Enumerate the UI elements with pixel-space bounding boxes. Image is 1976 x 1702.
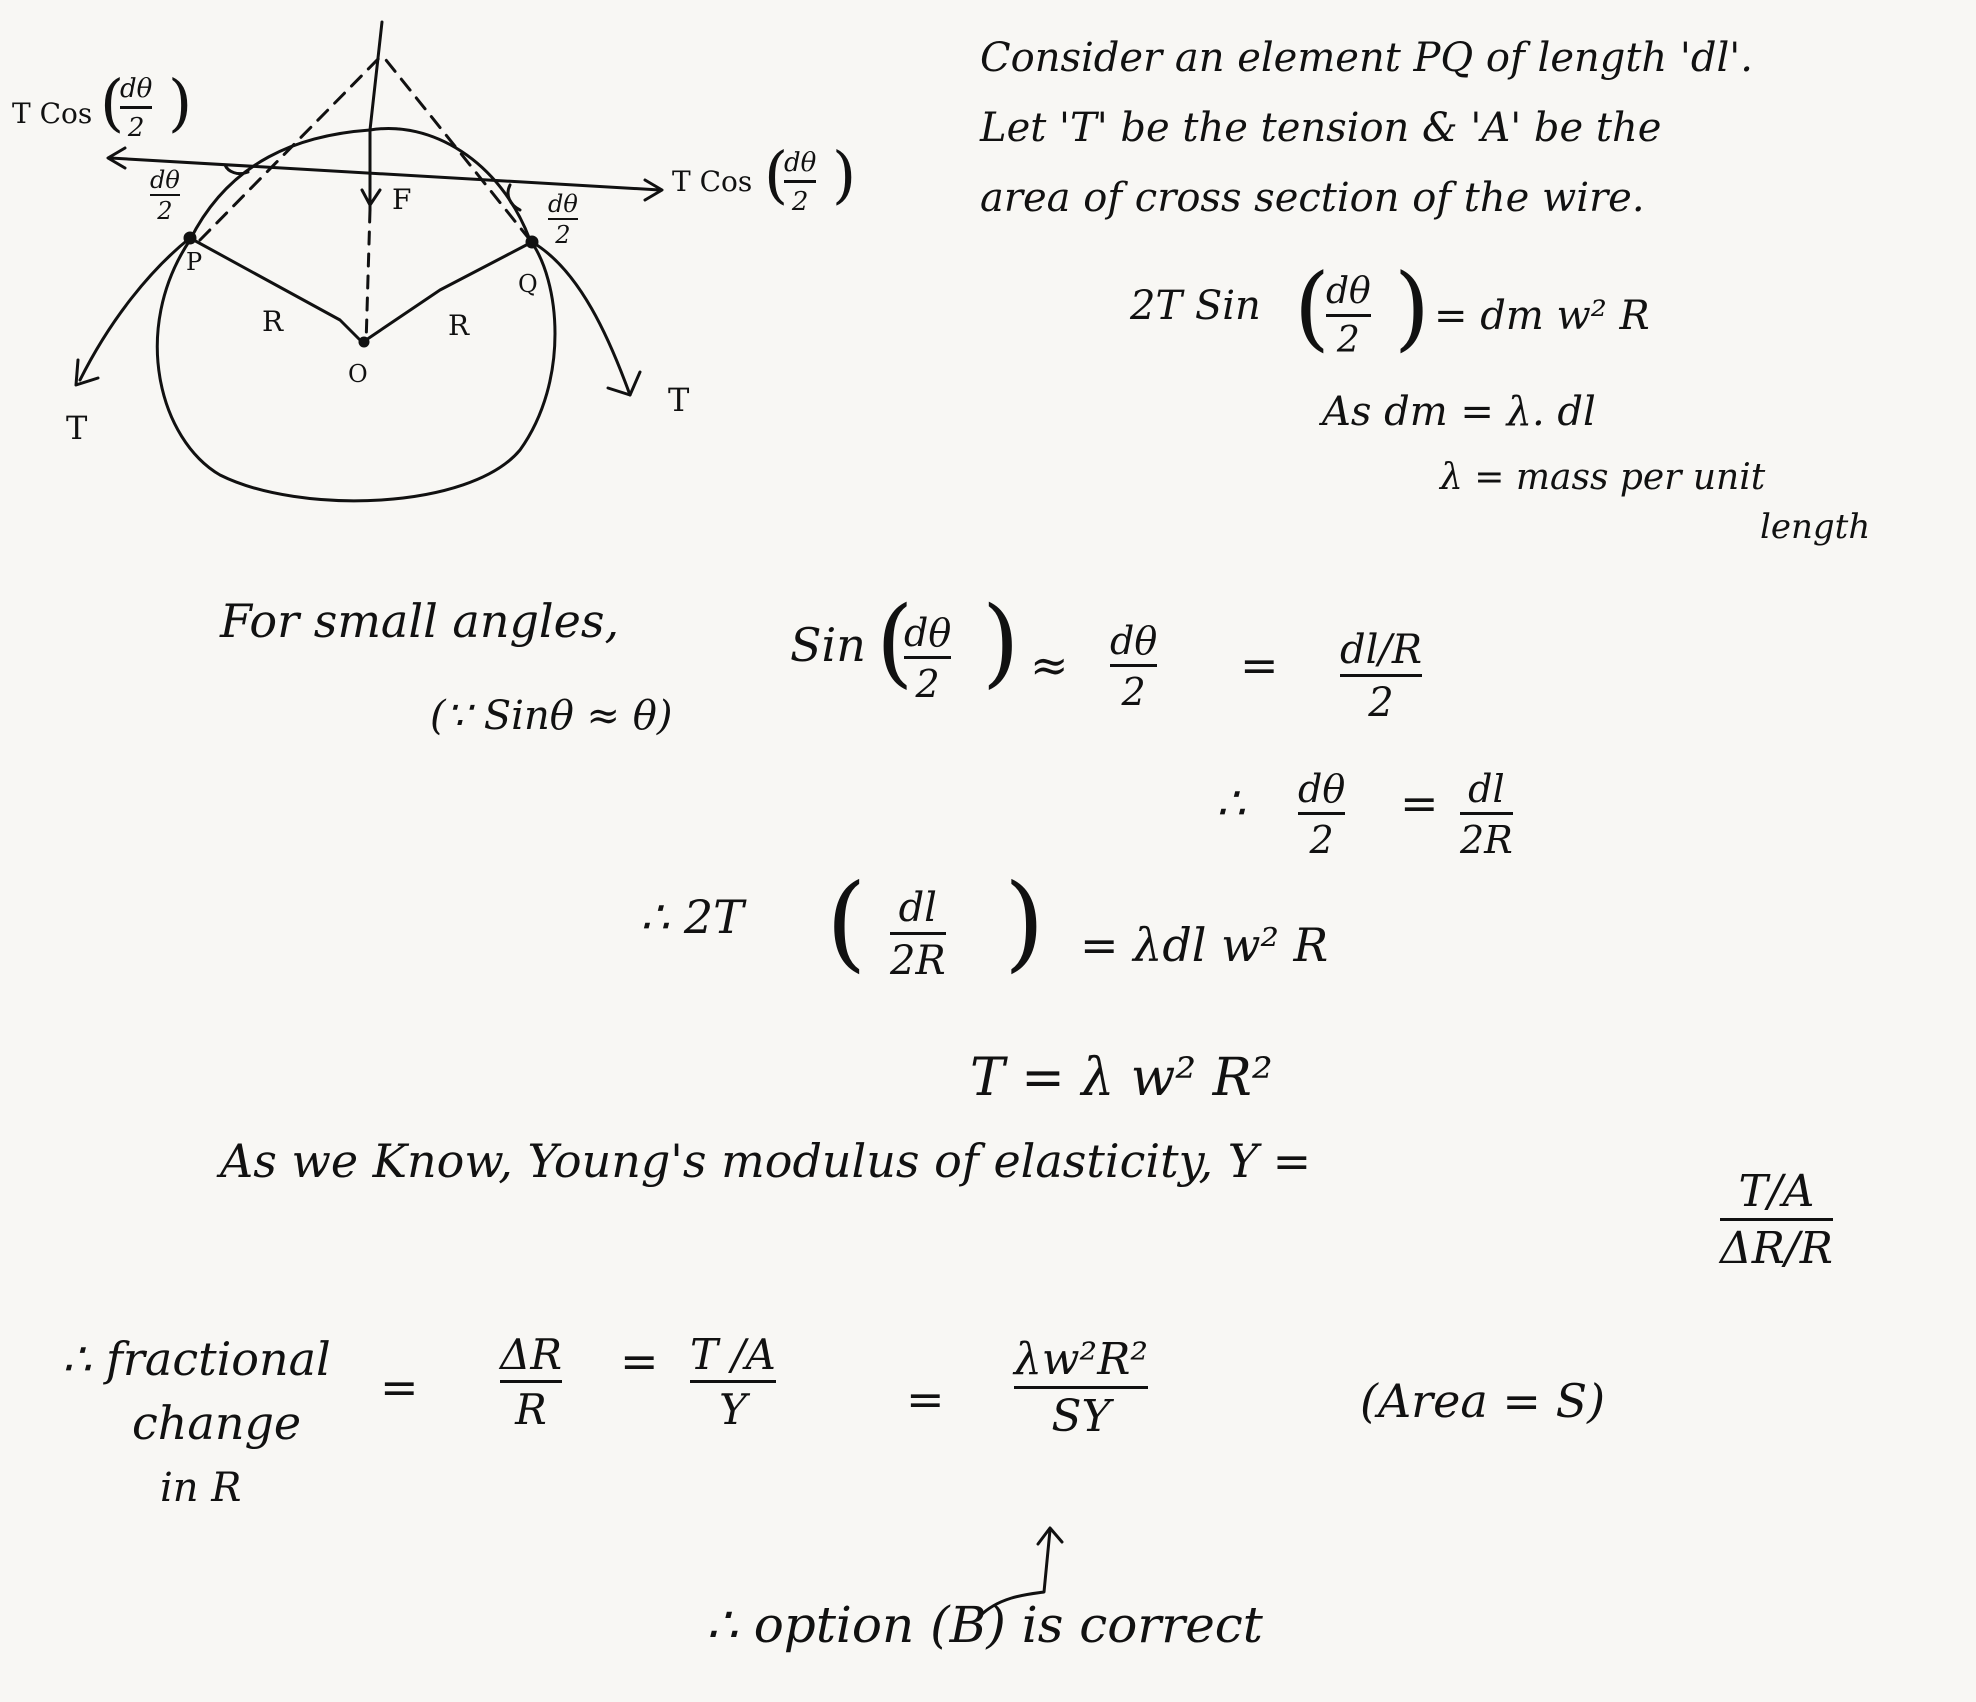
eq1-lhs: 2T Sin	[1130, 283, 1261, 329]
diagram-frac-left-den: 2	[127, 113, 145, 143]
point-p-label: P	[186, 248, 203, 276]
small-angles-close-paren: )	[982, 586, 1020, 698]
angle-label-right-den: 2	[555, 221, 571, 249]
small-angles-approx: ≈	[1030, 638, 1069, 692]
horizontal-tension-line	[110, 158, 660, 194]
angle-label-left-den: 2	[157, 197, 173, 225]
intro-line-3: area of cross section of the wire.	[980, 175, 1645, 221]
diagram-t-cos-left: T Cos	[12, 97, 93, 130]
eq-t: T = λ w² R²	[970, 1048, 1273, 1108]
youngs-frac	[1720, 1166, 1833, 1274]
diagram-frac-left	[120, 76, 152, 141]
small-angles-frac1	[904, 611, 952, 706]
eq-dm: As dm = λ. dl	[1322, 389, 1596, 435]
fractional-den3: SY	[1051, 1391, 1111, 1442]
eq-dtheta-num1: dθ	[1298, 767, 1346, 811]
small-angles-note: (∵ Sinθ ≈ θ)	[430, 693, 673, 739]
fractional-label-2: change	[132, 1396, 302, 1450]
small-angles-den3: 2	[1368, 680, 1394, 726]
small-angles-frac3	[1340, 627, 1422, 726]
eq-two-t-close-paren: )	[1004, 861, 1045, 983]
small-angles-den2: 2	[1121, 670, 1146, 714]
eq-dtheta-therefore: ∴	[1216, 776, 1246, 830]
eq1-open-paren: (	[1294, 254, 1330, 361]
angle-label-right	[548, 192, 578, 247]
angle-label-left-num: dθ	[150, 166, 180, 194]
eq1-den: 2	[1336, 320, 1360, 361]
diagram-frac-right	[784, 150, 816, 215]
eq1-close-paren: )	[1394, 254, 1430, 361]
small-angles-den1: 2	[915, 662, 940, 706]
vertical-axis	[370, 22, 382, 210]
fractional-num2: T /A	[690, 1330, 776, 1379]
diagram-frac-right-den: 2	[791, 187, 809, 217]
small-angles-sin: Sin	[790, 618, 866, 672]
small-angles-num1: dθ	[904, 611, 952, 655]
wire-loop	[157, 128, 555, 500]
fractional-eq3: =	[906, 1372, 945, 1426]
right-paren: )	[168, 66, 193, 139]
centre-dot	[360, 338, 368, 346]
tension-left-curve	[80, 238, 190, 380]
eq1-rhs: = dm w² R	[1434, 293, 1650, 339]
small-angles-eq: =	[1240, 638, 1279, 692]
radius-right-label: R	[448, 309, 470, 342]
centre-label: O	[348, 360, 368, 388]
eq1-frac	[1326, 271, 1371, 361]
fractional-den2: Y	[719, 1385, 747, 1434]
eq-two-t-rhs: = λdl w² R	[1080, 918, 1329, 972]
small-angles-open-paren: (	[876, 586, 914, 698]
force-label: F	[392, 183, 412, 216]
tension-right-label: T	[668, 381, 690, 419]
radius-left-label: R	[262, 305, 284, 338]
angle-arc-right	[508, 185, 520, 210]
small-angles-num3: dl/R	[1340, 627, 1422, 673]
fractional-num3: λw²R²	[1014, 1334, 1148, 1385]
intro-line-1: Consider an element PQ of length 'dl'.	[980, 35, 1754, 81]
fractional-frac1	[500, 1330, 562, 1434]
eq-two-t-den: 2R	[890, 938, 946, 984]
small-angles-num2: dθ	[1110, 619, 1158, 663]
right-cos-open-paren: (	[764, 138, 789, 211]
fractional-eq1: =	[380, 1360, 419, 1414]
fractional-den1: R	[515, 1385, 547, 1434]
youngs-den: ΔR/R	[1720, 1223, 1833, 1274]
eq-dtheta-den1: 2	[1309, 818, 1334, 862]
eq-dtheta-num2: dl	[1468, 767, 1505, 811]
youngs-text: As we Know, Young's modulus of elasticity, Y =	[220, 1134, 1312, 1188]
fractional-frac2	[690, 1330, 776, 1434]
fractional-area-note: (Area = S)	[1360, 1374, 1606, 1428]
youngs-num: T/A	[1738, 1166, 1815, 1217]
lambda-def-2: length	[1760, 507, 1871, 547]
small-angles-frac2	[1110, 619, 1158, 714]
right-cos-close-paren: )	[832, 138, 857, 211]
eq-two-t-open-paren: (	[826, 861, 867, 983]
left-paren: (	[100, 66, 125, 139]
fractional-frac3	[1014, 1334, 1148, 1442]
eq-two-t-frac	[890, 885, 946, 984]
fractional-eq2: =	[620, 1334, 659, 1388]
fractional-label-3: in R	[160, 1465, 242, 1511]
eq-dtheta-frac2	[1460, 767, 1513, 862]
small-angles-lead: For small angles,	[220, 594, 620, 648]
lambda-def-1: λ = mass per unit	[1440, 457, 1766, 498]
diagram-frac-left-num: dθ	[120, 74, 153, 104]
eq1-num: dθ	[1326, 271, 1371, 312]
diagram-frac-right-num: dθ	[784, 148, 817, 178]
eq-dtheta-frac1	[1298, 767, 1346, 862]
point-q-dot	[527, 237, 537, 247]
angle-label-left	[150, 168, 180, 223]
eq-two-t-lead: ∴ 2T	[640, 890, 744, 944]
dashed-tangent-left	[200, 55, 382, 240]
point-q-label: Q	[518, 270, 538, 298]
tension-right-curve	[532, 242, 630, 395]
point-p-dot	[185, 233, 195, 243]
tension-left-label: T	[66, 409, 88, 447]
fractional-label-1: ∴ fractional	[62, 1332, 331, 1386]
intro-line-2: Let 'T' be the tension & 'A' be the	[980, 105, 1662, 151]
conclusion-text: ∴ option (B) is correct	[706, 1596, 1263, 1654]
eq-dtheta-eq: =	[1400, 776, 1439, 830]
fractional-num1: ΔR	[500, 1330, 562, 1379]
eq-two-t-num: dl	[898, 885, 937, 931]
diagram-t-cos-right: T Cos	[672, 165, 753, 198]
eq-dtheta-den2: 2R	[1460, 818, 1513, 862]
angle-label-right-num: dθ	[548, 190, 578, 218]
